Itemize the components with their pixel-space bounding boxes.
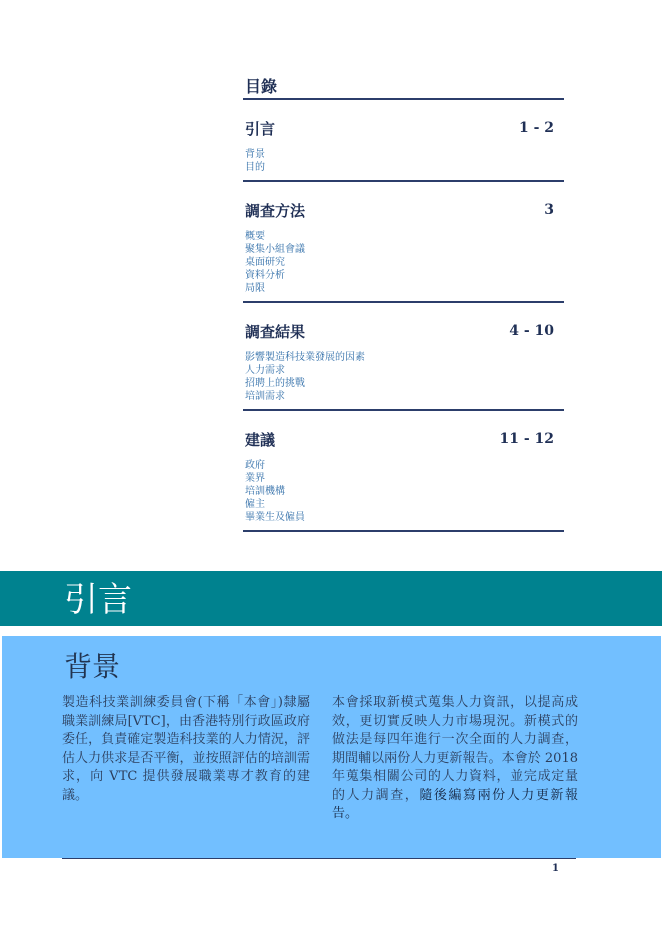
toc-section-name[interactable]: 建議 [245,430,276,449]
toc-item[interactable]: 業界 [245,473,265,484]
background-right-emphasis: 隨後編寫兩份人力更新報告。 [332,787,578,821]
toc-item[interactable]: 影響製造科技業發展的因素 [245,352,365,363]
toc-section-name[interactable]: 調查結果 [245,322,306,341]
chapter-banner [0,571,662,626]
toc-item[interactable]: 人力需求 [245,365,285,376]
table-of-contents [243,76,564,532]
footer-divider [62,858,576,859]
toc-section-recommendations[interactable] [243,411,564,532]
background-panel [2,636,661,858]
toc-section-findings[interactable] [243,303,564,411]
toc-item[interactable]: 聚集小組會議 [245,244,305,255]
background-right-paragraph [332,694,578,824]
toc-item[interactable]: 招聘上的挑戰 [245,378,305,389]
toc-section-pages: 3 [544,202,554,218]
chapter-title: 引言 [64,580,132,620]
toc-item[interactable]: 目的 [245,162,265,173]
toc-title: 目錄 [245,77,278,96]
background-right-text: 本會採取新模式蒐集人力資訊，以提高成效，更切實反映人力市場現況。新模式的做法是每四年進行一次全面的人力調查，期間輔以兩份人力更新報告。本會於 2018 年蒐集相關公司的人力資料，並完成定量的人力調查， [332,695,578,803]
toc-item[interactable]: 畢業生及僱員 [245,512,305,523]
background-left-paragraph: 製造科技業訓練委員會(下稱「本會」)隸屬職業訓練局[VTC]，由香港特別行政區政府委任，負責確定製造科技業的人力情況，評估人力供求是否平衡，並按照評估的培訓需求，向 VTC 提供發展職業專才教育的建議。 [62,695,310,803]
toc-item[interactable]: 桌面研究 [245,257,285,268]
toc-section-pages: 1 - 2 [518,120,554,136]
page-number: 1 [552,863,559,874]
toc-item[interactable]: 僱主 [245,499,265,510]
toc-item[interactable]: 資料分析 [245,270,285,281]
toc-item[interactable]: 概要 [245,231,265,242]
toc-section-name[interactable]: 引言 [245,119,276,138]
toc-section-introduction[interactable] [243,100,564,182]
toc-section-pages: 4 - 10 [509,323,554,339]
toc-item[interactable]: 培訓需求 [245,391,285,402]
toc-item[interactable]: 局限 [245,283,265,294]
toc-item[interactable]: 背景 [245,149,265,160]
toc-section-pages: 11 - 12 [499,431,554,447]
toc-section-name[interactable]: 調查方法 [245,201,306,220]
toc-item[interactable]: 政府 [245,460,265,471]
toc-item[interactable]: 培訓機構 [245,486,285,497]
toc-section-methodology[interactable] [243,182,564,303]
toc-divider [243,530,564,532]
background-heading: 背景 [64,650,121,683]
